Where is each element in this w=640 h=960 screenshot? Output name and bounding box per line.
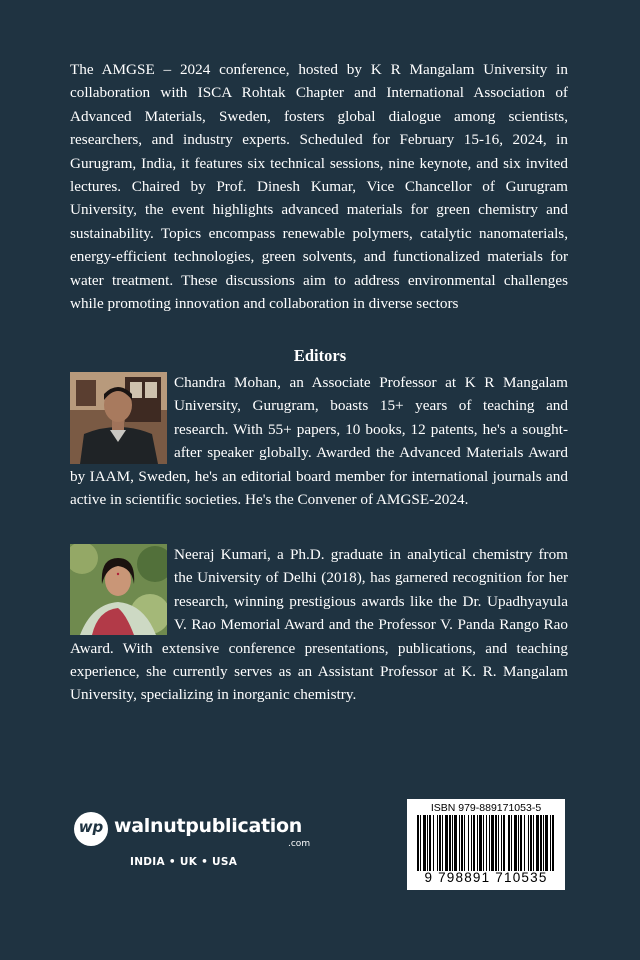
editor-bio-chandra-mohan: Chandra Mohan, an Associate Professor at K R Mangalam University, Gurugram, boasts 15+ years of teaching and research. With 55+ papers, 10 books, 12 patents, he's a sought-after speaker globally. Awarded the Advanced Materials Award by IAAM, Sweden, he's an editorial board member for international journals and active in scientific societies. He's the Convener of AMGSE-2024.	[70, 374, 568, 509]
isbn-label: ISBN 979-889171053-5	[430, 802, 542, 814]
walnut-logo-icon: wp	[74, 812, 108, 846]
barcode-bars	[417, 815, 555, 871]
back-cover-blurb: The AMGSE – 2024 conference, hosted by K R Mangalam University in collaboration with ISCA Rohtak Chapter and International Association of Advanced Materials, Sweden, fosters global dialogue among scientists, researchers, and industry experts. Scheduled for February 15-16, 2024, in Gurugram, India, it features six technical sessions, nine keynote, and six invited lectures. Chaired by Prof. Dinesh Kumar, Vice Chancellor of Gurugram University, the event highlights advanced materials for green chemistry and sustainability. Topics encompass renewable polymers, catalytic nanomaterials, energy-efficient technologies, green solvents, and functionalized materials for water treatment. These discussions aim to address environmental challenges while promoting innovation and collaboration in diverse sectors	[70, 61, 568, 313]
publisher-domain: .com	[288, 839, 311, 849]
publisher-regions: INDIA • UK • USA	[130, 856, 238, 868]
publisher-logo	[74, 812, 314, 868]
editors-heading: Editors	[293, 346, 347, 365]
editor-bio-neeraj-kumari: Neeraj Kumari, a Ph.D. graduate in analytical chemistry from the University of Delhi (2018), has garnered recognition for her research, winning prestigious awards like the Dr. Upadhyayula V. Rao Memorial Award and the Professor V. Panda Rango Rao Award. With extensive conference presentations, publications, and teaching experience, she currently serves as an Assistant Professor at K. R. Mangalam University, specializing in inorganic chemistry.	[70, 546, 568, 704]
barcode-digits: 9 798891 710535	[424, 870, 548, 885]
isbn-barcode	[407, 799, 565, 890]
publisher-name: walnutpublication	[114, 815, 302, 837]
